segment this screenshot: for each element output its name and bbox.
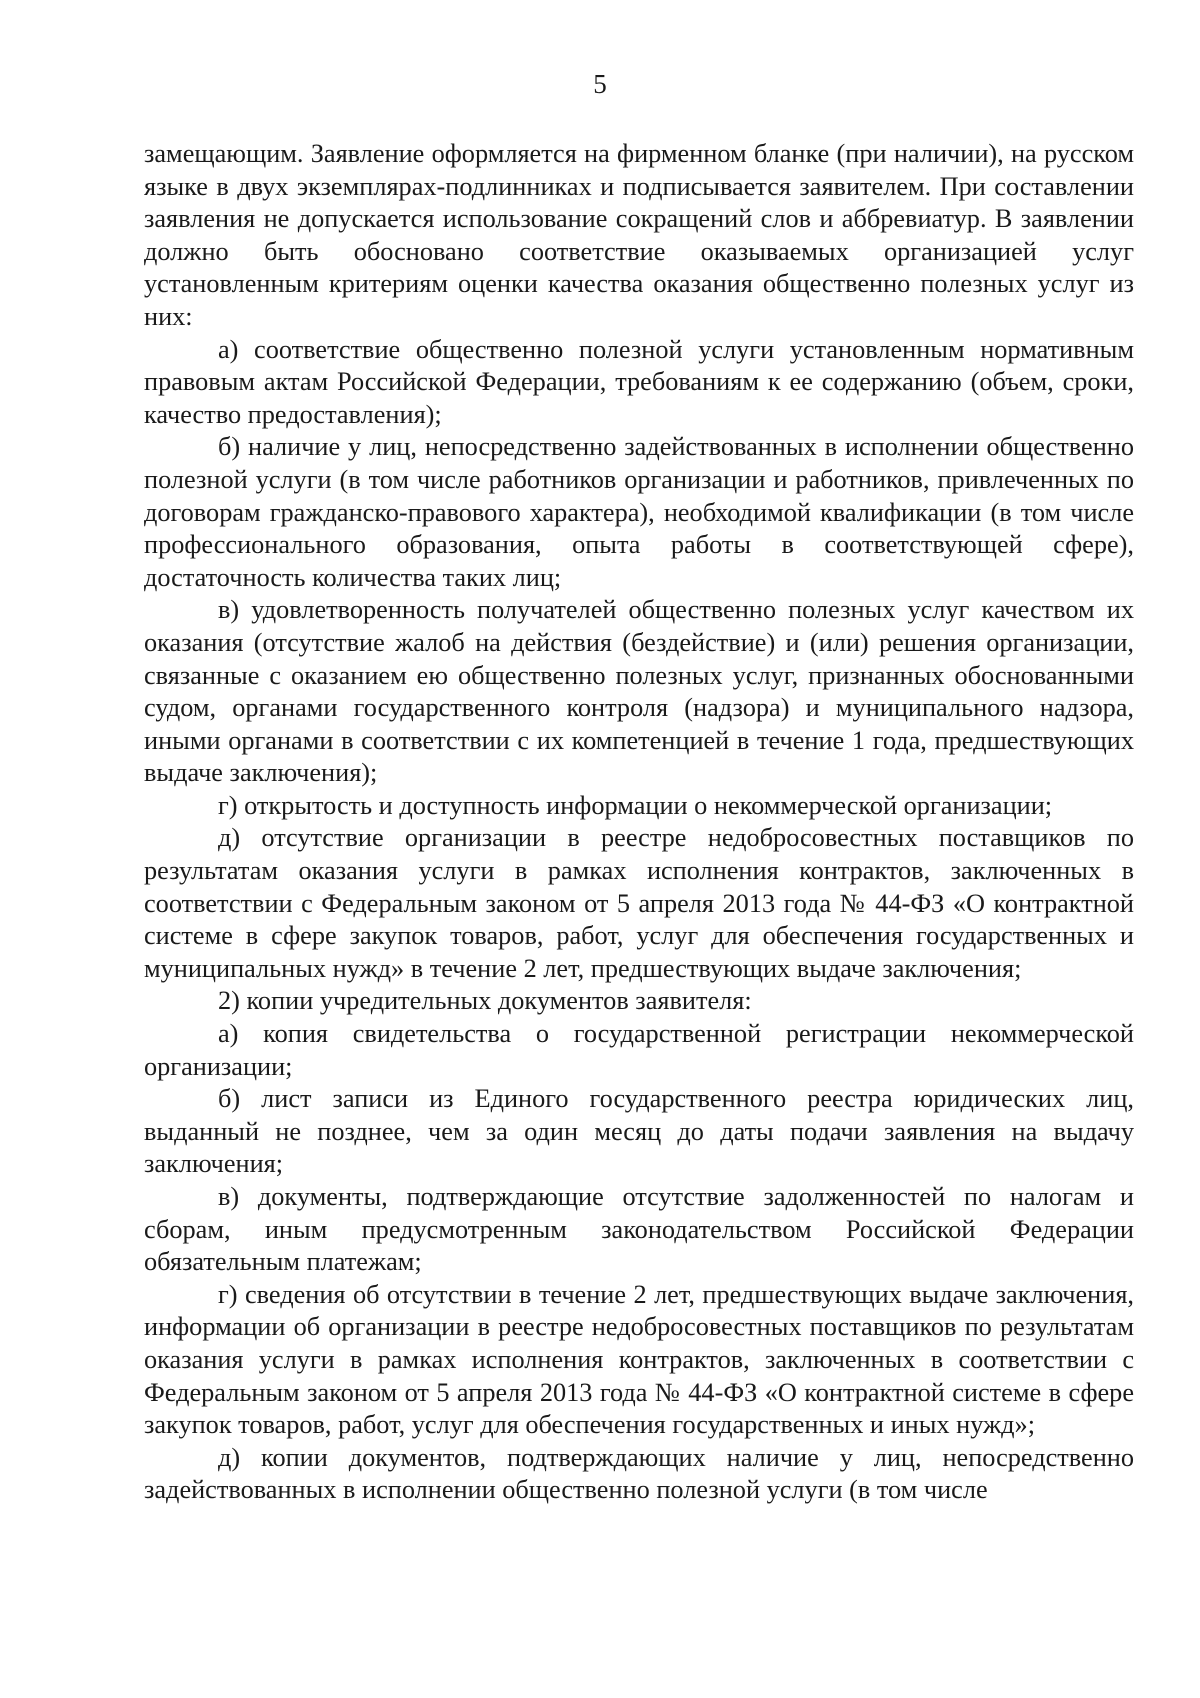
paragraph-item-c-satisfaction: в) удовлетворенность получателей общественно полезных услуг качеством их оказания (отсутствие жалоб на действия (бездействие) и (или) решения организации, связанные с оказанием ею общественно полезных услуг, признанных обоснованными судом, органами государственного контроля (надзора) и муниципального надзора, иными органами в соответствии с их компетенцией в течение 1 года, предшествующих выдаче заключения);: [144, 595, 1134, 788]
paragraph-item-e-no-registry: д) отсутствие организации в реестре недобросовестных поставщиков по результатам оказания услуги в рамках исполнения контрактов, заключенных в соответствии с Федеральным законом от 5 апреля 2013 года № 44-ФЗ «О контрактной системе в сфере закупок товаров, работ, услуг для обеспечения государственных и муниципальных нужд» в течение 2 лет, предшествующих выдаче заключения;: [144, 823, 1134, 983]
paragraph-item-2d-registry-info: г) сведения об отсутствии в течение 2 лет, предшествующих выдаче заключения, информации об организации в реестре недобросовестных поставщиков по результатам оказания услуги в рамках исполнения контрактов, заключенных в соответствии с Федеральным законом от 5 апреля 2013 года № 44-ФЗ «О контрактной системе в сфере закупок товаров, работ, услуг для обеспечения государственных и иных нужд»;: [144, 1279, 1134, 1440]
paragraph-item-2e-personnel-documents: д) копии документов, подтверждающих наличие у лиц, непосредственно задействованных в исполнении общественно полезной услуги (в том числе: [144, 1442, 1134, 1505]
document-body: [144, 138, 1134, 1507]
paragraph-item-2b-egrul-record: б) лист записи из Единого государственного реестра юридических лиц, выданный не позднее, чем за один месяц до даты подачи заявления на выдачу заключения;: [144, 1084, 1134, 1179]
paragraph-item-2c-no-tax-debt: в) документы, подтверждающие отсутствие задолженностей по налогам и сборам, иным предусмотренным законодательством Российской Федерации обязательным платежам;: [144, 1182, 1134, 1277]
paragraph-item-b-qualification: б) наличие у лиц, непосредственно задействованных в исполнении общественно полезной услуги (в том числе работников организации и работников, привлеченных по договорам гражданско-правового характера), необходимой квалификации (в том числе профессионального образования, опыта работы в соответствующей сфере), достаточность количества таких лиц;: [144, 432, 1134, 592]
paragraph-item-2a-registration-certificate: а) копия свидетельства о государственной регистрации некоммерческой организации;: [144, 1019, 1134, 1081]
paragraph-application-requirements: замещающим. Заявление оформляется на фирменном бланке (при наличии), на русском языке в двух экземплярах-подлинниках и подписывается заявителем. При составлении заявления не допускается использование сокращений слов и аббревиатур. В заявлении должно быть обосновано соответствие оказываемых организацией услуг установленным критериям оценки качества оказания общественно полезных услуг из них:: [144, 139, 1134, 331]
paragraph-item-2-founding-documents: 2) копии учредительных документов заявителя:: [218, 986, 752, 1016]
paragraph-item-a-compliance: а) соответствие общественно полезной услуги установленным нормативным правовым актам Российской Федерации, требованиям к ее содержанию (объем, сроки, качество предоставления);: [144, 334, 1134, 429]
paragraph-item-d-openness: г) открытость и доступность информации о некоммерческой организации;: [218, 790, 1053, 820]
page-number: 5: [593, 69, 607, 99]
